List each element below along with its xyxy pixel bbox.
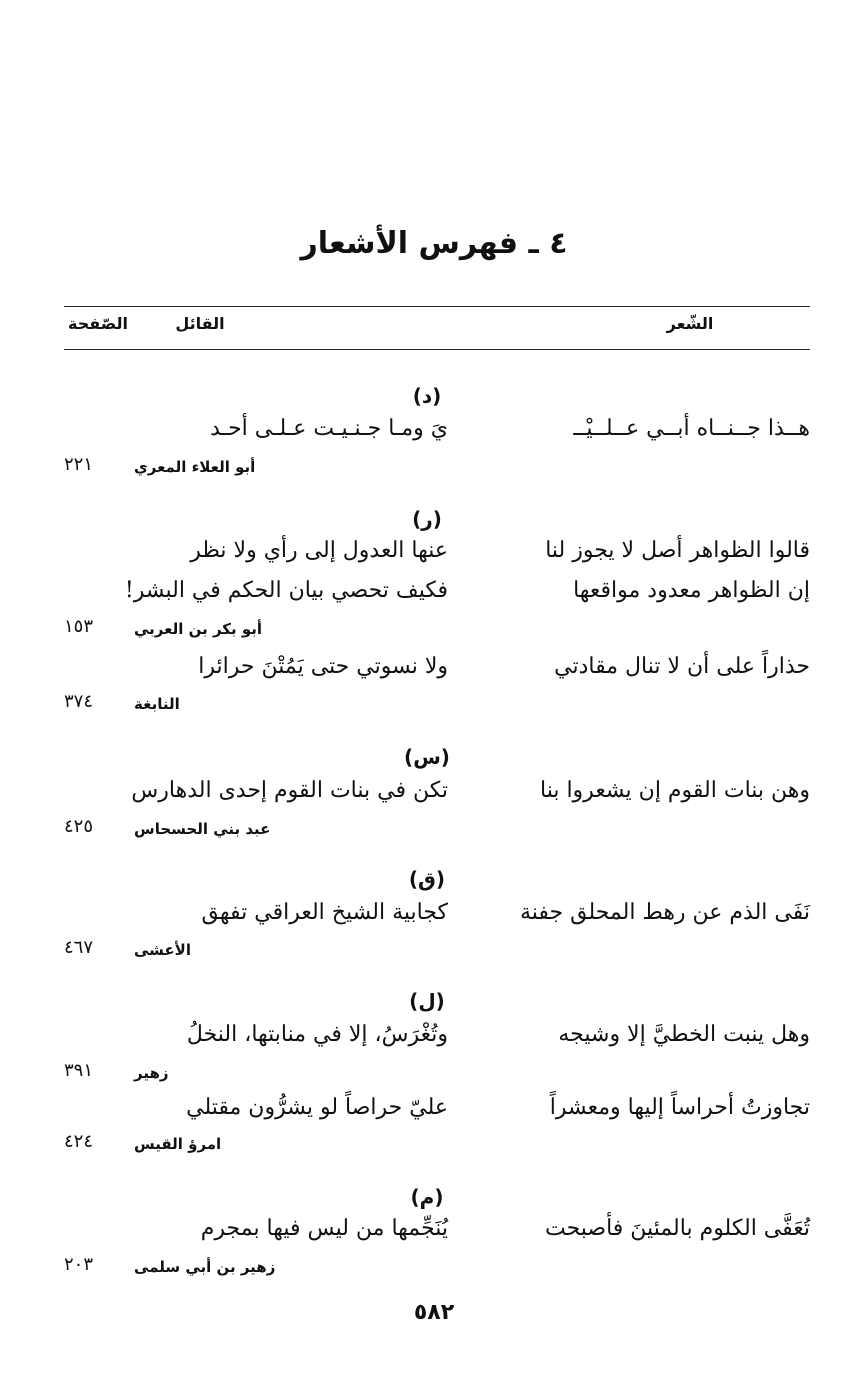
- section-letter: (م): [410, 1185, 444, 1209]
- poet-name: زهير بن أبي سلمى: [134, 1258, 276, 1276]
- section-letter: (ر): [412, 507, 442, 531]
- poet-name: عبد بني الحسحاس: [134, 820, 271, 838]
- poet-name: أبو بكر بن العربي: [134, 620, 263, 638]
- verse-second-half: عنها العدول إلى رأي ولا نظر: [190, 538, 448, 563]
- verse-first-half: وهل ينبت الخطيَّ إلا وشيجه: [558, 1022, 810, 1047]
- header-top-rule: [64, 306, 810, 307]
- page-ref: ٣٧٤: [64, 691, 94, 712]
- header-bottom-rule: [64, 349, 810, 350]
- verse-second-half: كجابية الشيخ العراقي تفهق: [201, 900, 448, 925]
- page-title: ٤ ـ فهرس الأشعار: [300, 226, 568, 261]
- section-letter: (ق): [408, 867, 446, 891]
- verse-first-half: تجاوزتُ أحراساً إليها ومعشراً: [549, 1095, 810, 1120]
- verse-second-half: وتُغْرَسُ، إلا في منابتها، النخلُ: [186, 1022, 448, 1047]
- poet-name: زهير: [134, 1064, 169, 1082]
- page-ref: ٤٢٤: [64, 1131, 94, 1152]
- verse-first-half: قالوا الظواهر أصل لا يجوز لنا: [545, 538, 810, 563]
- poet-name: امرؤ القيس: [134, 1135, 222, 1153]
- page-ref: ٢٢١: [64, 454, 94, 475]
- verse-second-half: يَ ومـا جـنـيـت عـلـى أحـد: [210, 416, 448, 441]
- column-header-page: الصّفحة: [67, 314, 128, 333]
- page-ref: ٤٢٥: [64, 816, 94, 837]
- page-ref: ٣٩١: [64, 1060, 94, 1081]
- page-ref: ٤٦٧: [64, 937, 94, 958]
- verse-second-half: عليّ حراصاً لو يشرُّون مقتلي: [186, 1095, 448, 1120]
- column-header-verse: الشّعر: [666, 314, 714, 333]
- page-ref: ١٥٣: [64, 616, 94, 637]
- page-number: ٥٨٢: [413, 1300, 455, 1325]
- verse-first-half: إن الظواهر معدود مواقعها: [573, 578, 810, 603]
- verse-second-half: تكن في بنات القوم إحدى الدهارس: [131, 778, 448, 803]
- verse-first-half: نَفَى الذم عن رهط المحلق جفنة: [519, 900, 810, 925]
- column-header-poet: القائل: [175, 314, 225, 333]
- page-ref: ٢٠٣: [64, 1254, 94, 1275]
- verse-first-half: حذاراً على أن لا تنال مقادتي: [554, 654, 810, 679]
- section-letter: (د): [412, 384, 442, 408]
- section-letter: (ل): [409, 989, 445, 1013]
- poet-name: أبو العلاء المعري: [134, 458, 256, 476]
- section-letter: (س): [404, 745, 450, 769]
- verse-first-half: تُعَفَّى الكلوم بالمئينَ فأصبحت: [544, 1216, 810, 1241]
- verse-first-half: هــذا جــنــاه أبــي عــلــيْــ: [573, 416, 810, 441]
- poet-name: الأعشى: [134, 941, 191, 959]
- verse-second-half: يُنَجِّمها من ليس فيها بمجرم: [200, 1216, 448, 1241]
- verse-first-half: وهن بنات القوم إن يشعروا بنا: [539, 778, 810, 803]
- poet-name: النابغة: [134, 695, 180, 713]
- verse-second-half: فكيف تحصي بيان الحكم في البشر!: [124, 578, 448, 603]
- verse-second-half: ولا نسوتي حتى يَمُتْنَ حرائرا: [198, 654, 448, 679]
